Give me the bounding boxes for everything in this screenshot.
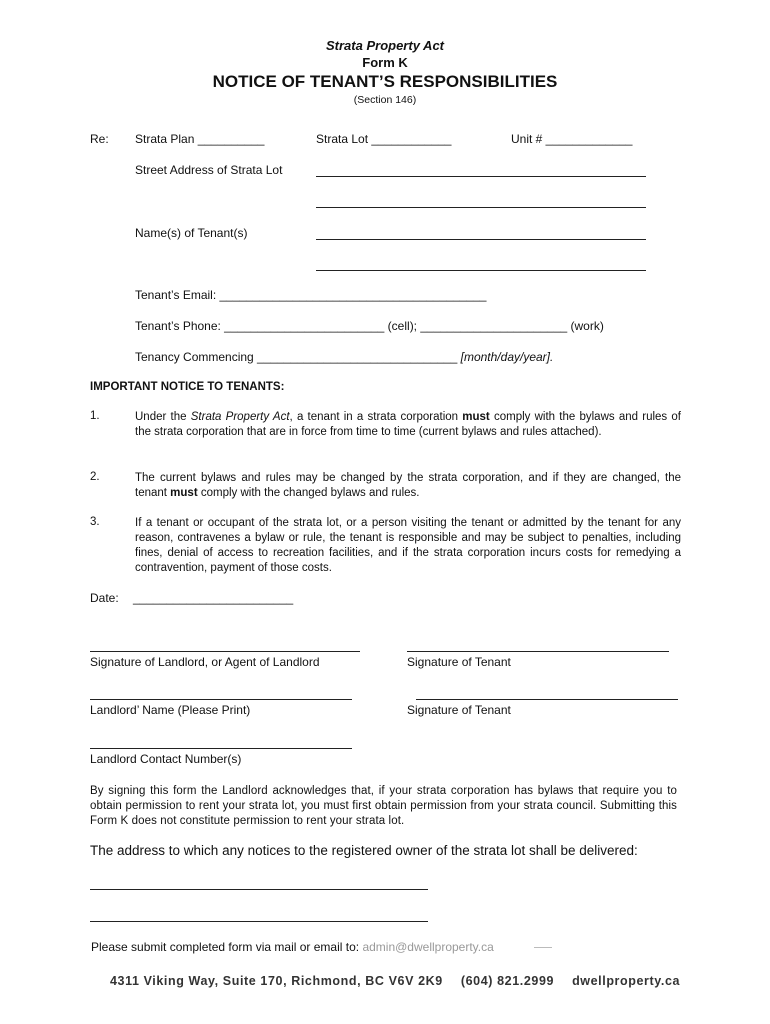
submit-instructions — [91, 940, 494, 954]
tenancy-date-format: [month/day/year]. — [460, 350, 554, 364]
section-reference: (Section 146) — [353, 94, 417, 106]
notice-item-1: Under the Strata Property Act, a tenant in a strata corporation must comply with the bylaws and rules of the strata corporation that are in force from time to time (current bylaws and rules attached). — [135, 411, 681, 438]
tenant-email-field[interactable]: Tenant’s Email: ________________________________________ — [135, 288, 487, 302]
landlord-contact-label: Landlord Contact Number(s) — [90, 752, 242, 766]
tenancy-commencing-text: Tenancy Commencing ______________________________ — [135, 350, 458, 364]
form-label: Form K — [362, 55, 408, 70]
unit-field[interactable]: Unit # _____________ — [511, 132, 633, 146]
tenant-phone-field[interactable]: Tenant’s Phone: ________________________ (cell); ______________________ (work) — [135, 319, 604, 333]
submit-text: Please submit completed form via mail or email to: — [91, 940, 363, 954]
tenant-signature-label-1: Signature of Tenant — [407, 655, 511, 669]
notice-item-number: 1. — [90, 410, 100, 422]
notice-item-3: If a tenant or occupant of the strata lot, or a person visiting the tenant or admitted by the tenant for any reason, contravenes a bylaw or rule, the tenant is responsible and may be subject to penalties, including fines, denial of access to recreation facilities, and if the strata corporation incurs costs for remedying a contravention, payment of those costs. — [135, 517, 681, 574]
footer-phone: (604) 821.2999 — [460, 974, 555, 988]
strata-lot-field[interactable]: Strata Lot ____________ — [316, 132, 452, 146]
tenancy-commencing-field[interactable] — [135, 350, 553, 364]
notice-heading: IMPORTANT NOTICE TO TENANTS: — [90, 381, 285, 393]
date-label: Date: — [90, 591, 119, 605]
street-address-label: Street Address of Strata Lot — [135, 163, 283, 177]
notice-address-line-1[interactable] — [90, 889, 428, 890]
tenant-names-line-2[interactable] — [316, 270, 646, 271]
strata-plan-field[interactable]: Strata Plan __________ — [135, 132, 265, 146]
date-field[interactable]: ________________________ — [133, 591, 294, 605]
landlord-name-line[interactable] — [90, 699, 352, 700]
footer-address: 4311 Viking Way, Suite 170, Richmond, BC V6V 2K9 — [110, 974, 443, 988]
tenant-signature-line-1[interactable] — [407, 651, 669, 652]
act-title: Strata Property Act — [326, 38, 444, 53]
landlord-contact-line[interactable] — [90, 748, 352, 749]
footer-contact — [110, 974, 698, 988]
tenant-names-line-1[interactable] — [316, 239, 646, 240]
notice-item-number: 2. — [90, 471, 100, 483]
footer-website[interactable]: dwellproperty.ca — [572, 974, 681, 988]
notice-item-2: The current bylaws and rules may be changed by the strata corporation, and if they are changed, the tenant must comply with the changed bylaws and rules. — [135, 472, 681, 499]
notice-item-number: 3. — [90, 516, 100, 528]
landlord-name-label: Landlord’ Name (Please Print) — [90, 703, 251, 717]
disclaimer-paragraph: By signing this form the Landlord acknowledges that, if your strata corporation has bylaws that require you to obtain permission to rent your strata lot, you must first obtain permission from your strata council. Submitting this Form K does not constitute permission to rent your strata lot. — [90, 785, 677, 827]
tenant-names-label: Name(s) of Tenant(s) — [135, 226, 248, 240]
notice-address-line-2[interactable] — [90, 921, 428, 922]
submit-email-link[interactable]: admin@dwellproperty.ca — [362, 940, 494, 954]
street-address-line-2[interactable] — [316, 207, 646, 208]
email-underline-tail — [534, 947, 552, 948]
re-label: Re: — [90, 132, 109, 146]
street-address-line-1[interactable] — [316, 176, 646, 177]
landlord-signature-label: Signature of Landlord, or Agent of Landlord — [90, 655, 320, 669]
tenant-signature-label-2: Signature of Tenant — [407, 703, 511, 717]
landlord-signature-line[interactable] — [90, 651, 360, 652]
tenant-signature-line-2[interactable] — [416, 699, 678, 700]
page-title: NOTICE OF TENANT’S RESPONSIBILITIES — [212, 72, 558, 91]
address-notice: The address to which any notices to the registered owner of the strata lot shall be delivered: — [90, 843, 638, 858]
